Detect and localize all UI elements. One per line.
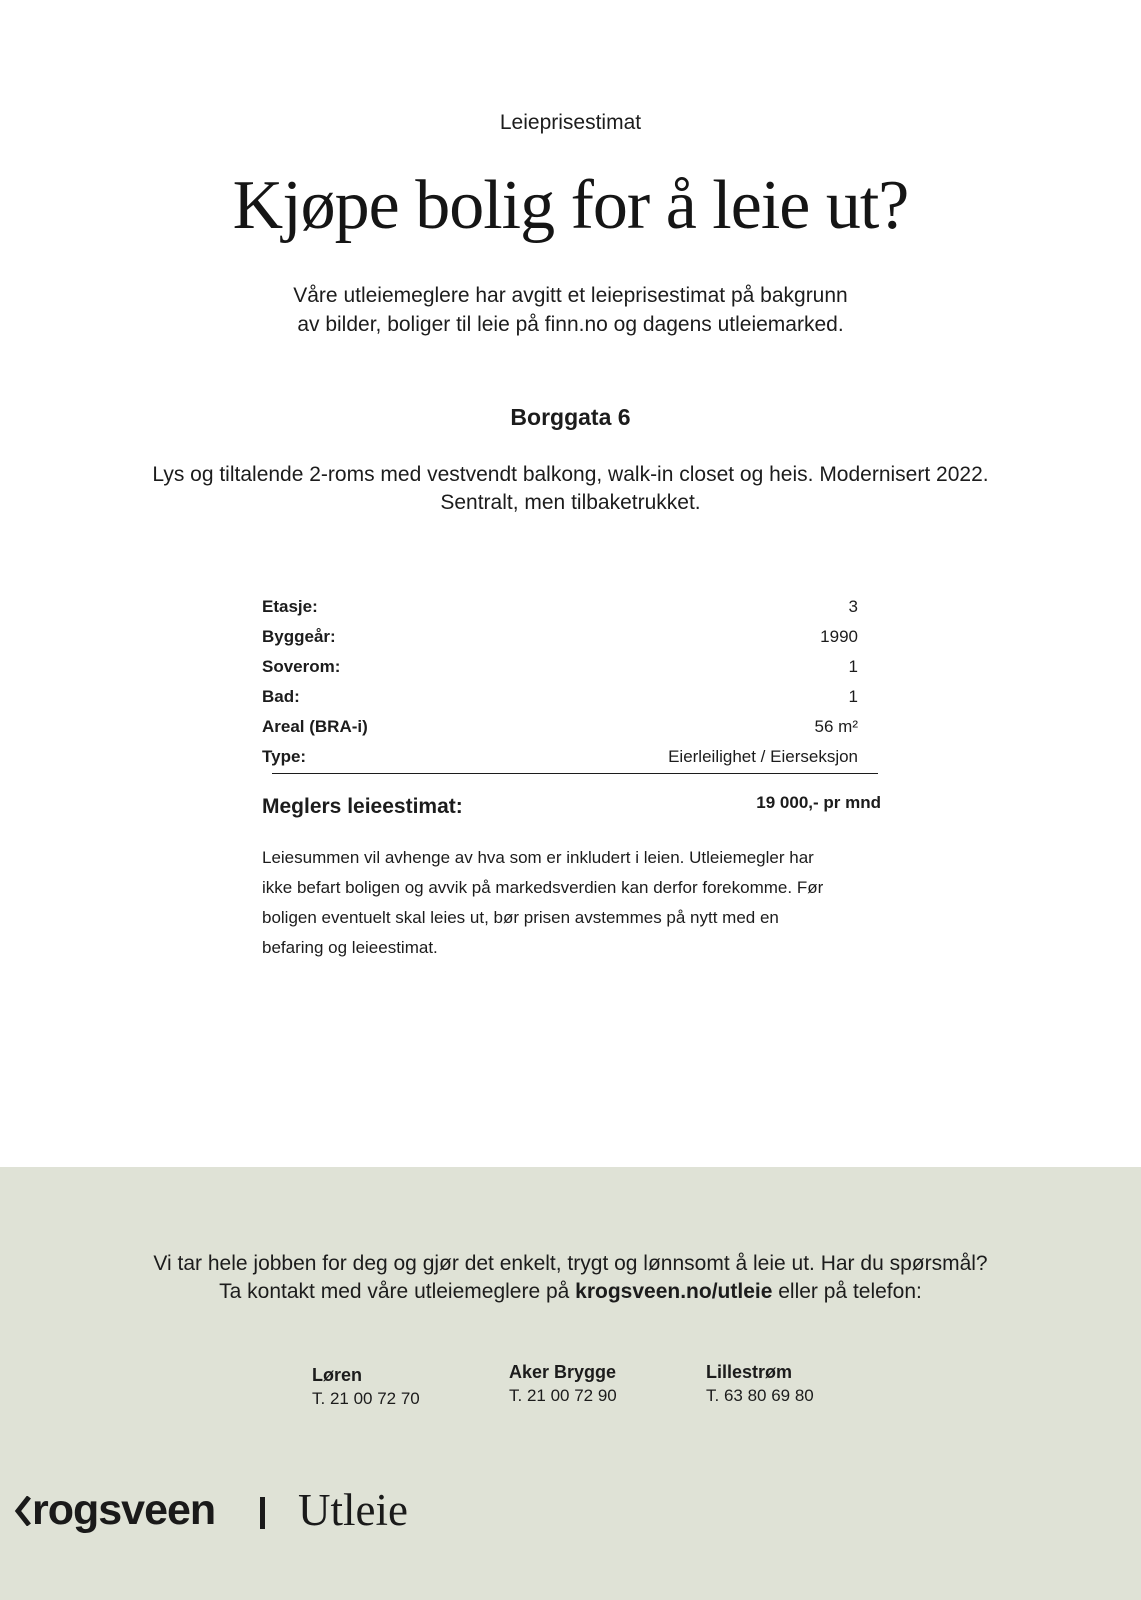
page-kicker: Leieprisestimat xyxy=(499,111,642,134)
logo-divider xyxy=(260,1497,265,1529)
contact-text-post: eller på telefon: xyxy=(772,1280,922,1303)
fact-value: 1 xyxy=(848,657,858,676)
description-line: Sentralt, men tilbaketrukket. xyxy=(440,491,701,514)
property-address: Borggata 6 xyxy=(510,404,631,430)
contact-line: Vi tar hele jobben for deg og gjør det enkelt, trygt og lønnsomt å leie ut. Har du spørsmål? xyxy=(153,1252,988,1275)
description-line: Lys og tiltalende 2-roms med vestvendt balkong, walk-in closet og heis. Modernisert 2022. xyxy=(152,463,989,486)
fact-row-floor xyxy=(262,597,858,627)
fact-label: Soverom: xyxy=(262,657,341,676)
disclaimer-line: ikke befart boligen og avvik på markedsverdien kan derfor forekomme. Før xyxy=(262,878,824,897)
contact-text xyxy=(0,1250,1141,1306)
office-name: Aker Brygge xyxy=(509,1362,617,1382)
website-link[interactable]: krogsveen.no/utleie xyxy=(575,1280,773,1303)
fact-value: 1990 xyxy=(820,627,858,646)
office-phone[interactable]: T. 63 80 69 80 xyxy=(706,1386,814,1405)
fact-row-bathrooms xyxy=(262,687,858,717)
property-description xyxy=(0,461,1141,517)
intro-text xyxy=(0,281,1141,339)
office-loren xyxy=(312,1363,420,1411)
estimate-disclaimer xyxy=(262,843,823,963)
contact-footer xyxy=(0,1167,1141,1600)
office-phone[interactable]: T. 21 00 72 70 xyxy=(312,1389,420,1408)
office-name: Løren xyxy=(312,1365,363,1385)
logo-suffix: Utleie xyxy=(298,1485,408,1535)
estimate-label: Meglers leieestimat: xyxy=(262,795,463,818)
office-aker-brygge xyxy=(509,1360,617,1408)
fact-row-area xyxy=(262,717,858,747)
intro-line: Våre utleiemeglere har avgitt et leieprisestimat på bakgrunn xyxy=(293,284,848,307)
property-facts xyxy=(262,597,858,777)
fact-value: 56 m² xyxy=(814,717,858,736)
office-name: Lillestrøm xyxy=(706,1362,793,1382)
contact-line xyxy=(0,1278,1141,1306)
estimate-value: 19 000,- pr mnd xyxy=(756,793,881,812)
fact-label: Type: xyxy=(262,747,307,766)
fact-row-build-year xyxy=(262,627,858,657)
logo-wordmark: rogsveen xyxy=(32,1486,216,1534)
fact-value: 3 xyxy=(848,597,858,616)
office-lillestrom xyxy=(706,1360,814,1408)
fact-value: 1 xyxy=(848,687,858,706)
fact-label: Areal (BRA-i) xyxy=(262,717,368,736)
disclaimer-line: befaring og leieestimat. xyxy=(262,938,438,957)
disclaimer-line: boligen eventuelt skal leies ut, bør prisen avstemmes på nytt med en xyxy=(262,908,779,927)
office-phone[interactable]: T. 21 00 72 90 xyxy=(509,1386,617,1405)
disclaimer-line: Leiesummen vil avhenge av hva som er inkludert i leien. Utleiemegler har xyxy=(262,848,814,867)
fact-label: Bad: xyxy=(262,687,300,706)
page-title: Kjøpe bolig for å leie ut? xyxy=(232,167,909,244)
fact-label: Byggeår: xyxy=(262,627,336,646)
fact-label: Etasje: xyxy=(262,597,318,616)
contact-text-pre: Ta kontakt med våre utleiemeglere på xyxy=(219,1280,576,1303)
krogsveen-utleie-logo xyxy=(14,1484,454,1544)
intro-line: av bilder, boliger til leie på finn.no og dagens utleiemarked. xyxy=(297,313,844,336)
k-chevron-icon xyxy=(14,1496,32,1526)
fact-value: Eierleilighet / Eierseksjon xyxy=(668,747,858,766)
fact-row-bedrooms xyxy=(262,657,858,687)
facts-divider xyxy=(272,773,878,774)
